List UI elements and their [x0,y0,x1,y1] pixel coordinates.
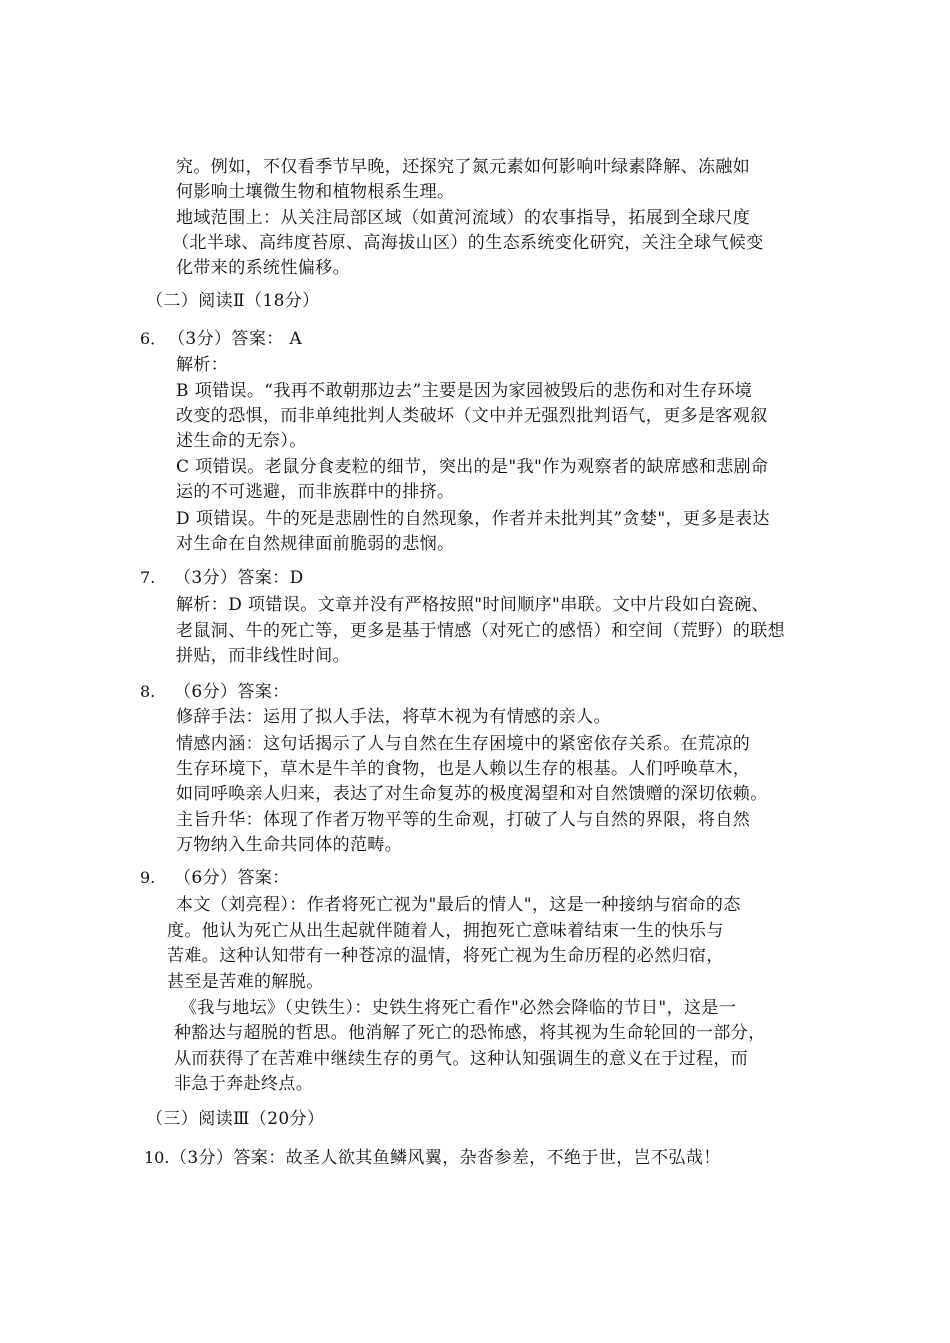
q8-emotion-line-2: 生存环境下，草木是牛羊的食物，也是人赖以生存的根基。人们呼唤草木， [176,759,751,779]
q6-c-line-2: 运的不可逃避，而非族群中的排挤。 [176,482,455,502]
q10-number: 10. [144,1148,170,1167]
intro-line-3: 地域范围上：从关注局部区域（如黄河流域）的农事指导，拓展到全球尺度 [176,208,751,228]
q9-p1-line-3: 苦难。这种认知带有一种苍凉的温情，将死亡视为生命历程的必然归宿， [167,946,724,966]
q9-p1-line-1: 本文（刘亮程）：作者将死亡视为"最后的情人"，这是一种接纳与宿命的态 [176,895,741,915]
q9-p2-line-4: 非急于奔赴终点。 [174,1074,314,1094]
q8-rhetoric: 修辞手法：运用了拟人手法，将草木视为有情感的亲人。 [176,707,611,727]
intro-line-4: （北半球、高纬度苔原、高海拔山区）的生态系统变化研究，关注全球气候变 [172,233,764,253]
q8-theme-line-1: 主旨升华：体现了作者万物平等的生命观，打破了人与自然的界限，将自然 [176,810,751,830]
q6-number: 6． [140,329,167,348]
q6-analysis-label: 解析： [176,355,229,375]
q7-number: 7. [140,568,156,587]
intro-line-5: 化带来的系统性偏移。 [176,258,350,278]
q7-line-3: 拼贴，而非线性时间。 [176,646,350,666]
q7-answer: （3分）答案：D [174,568,304,588]
q6-answer: （3分）答案： A [168,329,303,349]
q8-emotion-line-3: 如同呼唤亲人归来，表达了对生命复苏的极度渴望和对自然馈赠的深切依赖。 [176,784,768,804]
q6-c-line-1: C 项错误。老鼠分食麦粒的细节，突出的是"我"作为观察者的缺席感和悲剧命 [176,457,769,477]
section-2-title: （二）阅读Ⅱ（18分） [146,291,320,311]
q6-d-line-1: D 项错误。牛的死是悲剧性的自然现象，作者并未批判其”贪婪"，更多是表达 [176,509,770,529]
q9-p2-line-1: 《我与地坛》（史铁生）：史铁生将死亡看作"必然会降临的节日"，这是一 [180,998,737,1018]
q8-number: 8. [140,682,156,701]
q8-theme-line-2: 万物纳入生命共同体的范畴。 [176,835,403,855]
q9-p2-line-2: 种豁达与超脱的哲思。他消解了死亡的恐怖感，将其视为生命轮回的一部分， [174,1023,766,1043]
q9-number: 9. [140,868,156,887]
q8-answer: （6分）答案： [174,682,290,702]
q9-p1-line-2: 度。他认为死亡从出生起就伴随着人，拥抱死亡意味着结束一生的快乐与 [167,921,724,941]
q6-b-line-3: 述生命的无奈）。 [176,431,307,451]
q9-p1-line-4: 甚至是苦难的解脱。 [167,972,324,992]
q9-answer: （6分）答案： [174,868,290,888]
intro-line-2: 何影响土壤微生物和植物根系生理。 [176,182,455,202]
q8-emotion-line-1: 情感内涵：这句话揭示了人与自然在生存困境中的紧密依存关系。在荒凉的 [176,734,751,754]
intro-line-1: 究。例如，不仅看季节早晚，还探究了氮元素如何影响叶绿素降解、冻融如 [176,157,751,177]
q6-d-line-2: 对生命在自然规律面前脆弱的悲悯。 [176,534,455,554]
q6-b-line-1: B 项错误。“我再不敢朝那边去”主要是因为家园被毁后的悲伤和对生存环境 [176,381,753,401]
q10-answer: （3分）答案：故圣人欲其鱼鳞风翼，杂沓参差，不绝于世，岂不弘哉！ [170,1148,721,1168]
section-3-title: （三）阅读Ⅲ（20分） [146,1109,325,1129]
q7-line-1: 解析：D 项错误。文章并没有严格按照"时间顺序"串联。文中片段如白瓷碗、 [176,595,770,615]
q9-p2-line-3: 从而获得了在苦难中继续生存的勇气。这种认知强调生的意义在于过程，而 [174,1049,749,1069]
q7-line-2: 老鼠洞、牛的死亡等，更多是基于情感（对死亡的感悟）和空间（荒野）的联想 [176,621,785,641]
q6-b-line-2: 改变的恐惧，而非单纯批判人类破坏（文中并无强烈批判语气，更多是客观叙 [176,406,768,426]
